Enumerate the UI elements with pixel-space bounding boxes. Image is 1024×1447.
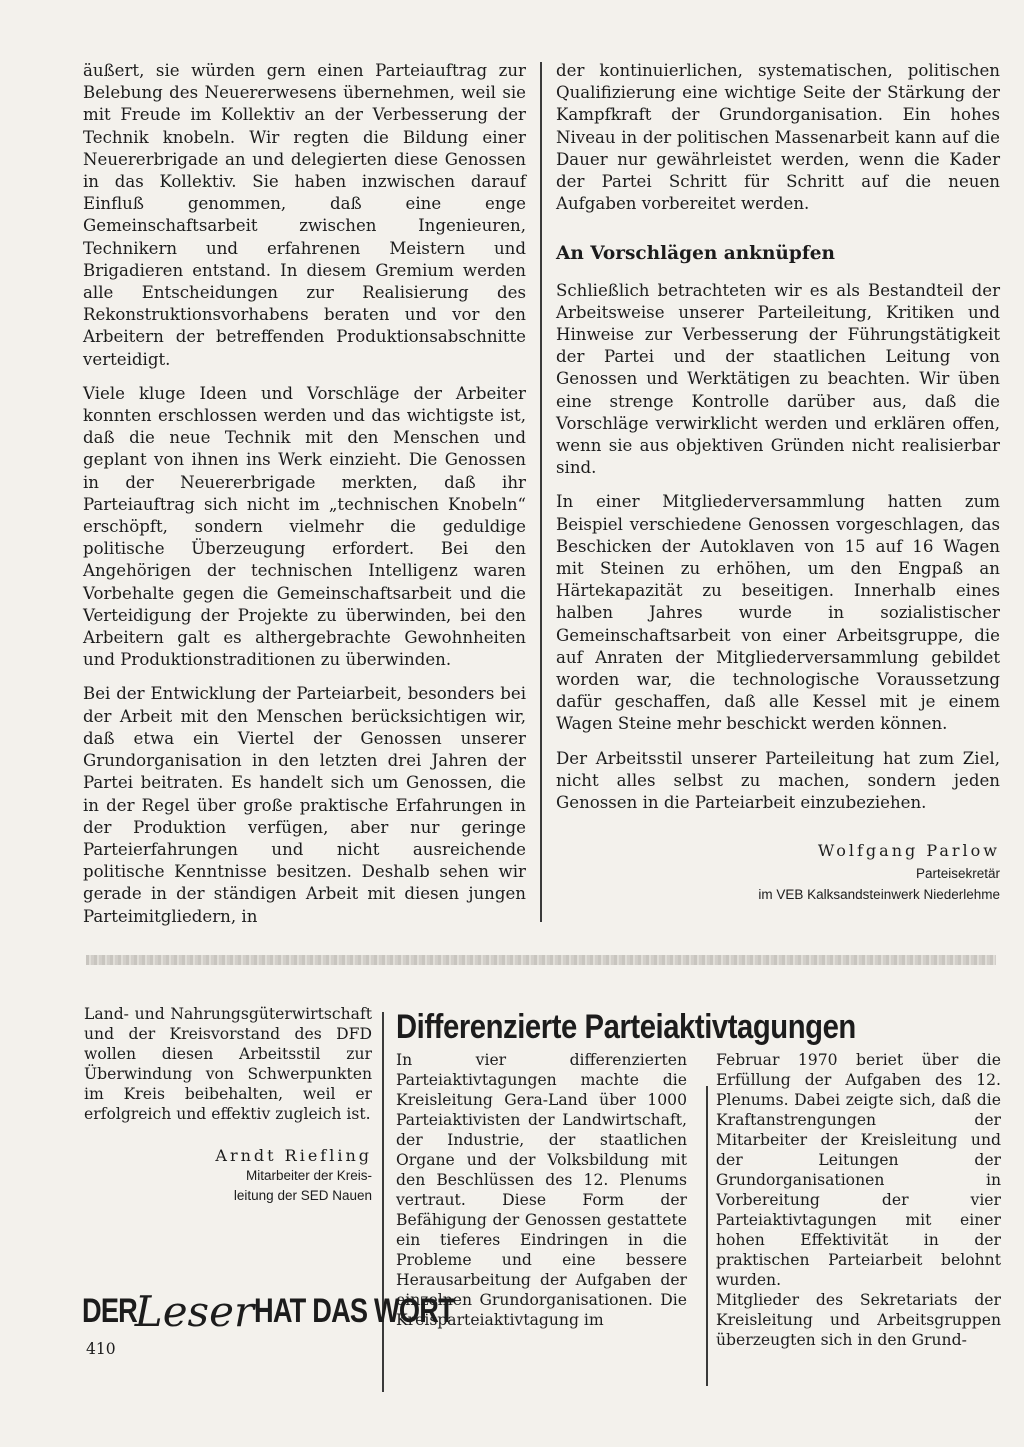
logo-script-leser: Leser [134, 1286, 255, 1336]
column-divider [540, 62, 542, 922]
section-subheading: An Vorschlägen anknüpfen [556, 243, 835, 265]
bottom-left-column [84, 1004, 372, 1206]
author-name: Wolfgang Parlow [817, 841, 1000, 861]
author-role: Mitarbeiter der Kreis- [245, 1168, 372, 1183]
paragraph: der kontinuierlichen, systematischen, politischen Qualifizierung eine wichtige Seite der Stärkung der Kampfkraft der Grundorganisation. Ein hohes Niveau in der politischen Massenarbeit kann auf die Dauer nur gewährleistet werden, wenn die Kader der Partei Schritt für Schritt auf die neuen Aufgaben vorbereitet werden. [556, 61, 1000, 214]
paragraph: In vier differenzierten Parteiaktivtagungen machte die Kreisleitung Gera-Land über 1000 Parteiaktivisten der Landwirtschaft, der Industrie, der staatlichen Organe und der Volksbildung mit den Beschlüssen des 12. Plenums vertraut. Diese Form der Befähigung der Genossen gestattete ein tieferes Eindringen in die Probleme und eine bessere Herausarbeitung der Aufgaben der einzelnen Grundorganisationen. Die Kreisparteiaktivtagung im [396, 1051, 687, 1329]
section-logo [82, 1286, 454, 1336]
page-number: 410 [86, 1340, 116, 1358]
paragraph: Land- und Nahrungsgüterwirtschaft und der Kreisvorstand des DFD wollen diesen Arbeitsstil zur Überwindung von Schwerpunkten im Kreis beibehalten, weil er erfolgreich und effektiv zugleich ist. [84, 1005, 372, 1123]
bottom-middle-column [396, 1050, 687, 1330]
article-headline: Differenzierte Parteiaktivtagungen [396, 1008, 856, 1046]
right-column [556, 60, 1000, 905]
paragraph: Bei der Entwicklung der Parteiarbeit, besonders bei der Arbeit mit den Menschen berücksichtigen wir, daß etwa ein Viertel der Genossen unserer Grundorganisation in den letzten drei Jahren der Partei beitraten. Es handelt sich um Genossen, die in der Regel über große praktische Erfahrungen in der Produktion verfügen, aber nur geringe Parteierfahrungen und nicht ausreichende politische Kenntnisse besitzen. Deshalb sehen wir gerade in der ständigen Arbeit mit diesen jungen Parteimitgliedern, in [83, 684, 526, 926]
paragraph: Schließlich betrachteten wir es als Bestandteil der Arbeitsweise unserer Parteileitung, Kritiken und Hinweise zur Verbesserung der Führungstätigkeit der Partei und der staatlichen Leitung von Genossen und Werktätigen zu beachten. Wir üben eine strenge Kontrolle darüber aus, daß die Vorschläge verwirklicht werden und erklären offen, wenn sie aus objektiven Gründen nicht realisierbar sind. [556, 280, 1000, 478]
author-name: Arndt Riefling [215, 1146, 372, 1165]
paragraph: Februar 1970 beriet über die Erfüllung der Aufgaben des 12. Plenums. Dabei zeigte sich, daß die Kraftanstrengungen der Mitarbeiter der Kreisleitung und der Leitungen der Grundorganisationen in Vorbereitung der vier Parteiaktivtagungen mit einer hohen Effektivität in der praktischen Parteiarbeit belohnt wurden. [716, 1051, 1001, 1289]
column-divider [706, 1086, 708, 1386]
section-separator [86, 955, 996, 965]
paragraph: äußert, sie würden gern einen Parteiauftrag zur Belebung des Neuererwesens übernehmen, weil sie mit Freude im Kollektiv an der Verbesserung der Technik knobeln. Wir regten die Bildung einer Neuererbrigade an und delegierten diese Genossen in das Kollektiv. Sie haben inzwischen darauf Einfluß genommen, daß eine enge Gemeinschaftsarbeit zwischen Ingenieuren, Technikern und erfahrenen Meistern und Brigadieren entstand. In diesem Gremium werden alle Entscheidungen zur Realisierung des Rekonstruktionsvorhabens beraten und vor den Arbeitern der betreffenden Produktionsabschnitte verteidigt. [83, 61, 526, 369]
author-affiliation: im VEB Kalksandsteinwerk Niederlehme [758, 886, 1000, 902]
paragraph: Der Arbeitsstil unserer Parteileitung hat zum Ziel, nicht alles selbst zu machen, sondern jeden Genossen in die Parteiarbeit einzubeziehen. [556, 748, 1000, 813]
paragraph: Mitglieder des Sekretariats der Kreisleitung und Arbeitsgruppen überzeugten sich in den Grund- [716, 1291, 1001, 1349]
paragraph: In einer Mitgliederversammlung hatten zum Beispiel verschiedene Genossen vorgeschlagen, das Beschicken der Autoklaven von 15 auf 16 Wagen mit Steinen zu erhöhen, um den Engpaß an Härtekapazität zu beseitigen. Innerhalb eines halben Jahres wurde in sozialistischer Gemeinschaftsarbeit von einer Arbeitsgruppe, die auf Anraten der Mitgliederversammlung gebildet worden war, die technologische Voraussetzung dafür geschaffen, daß alle Kessel mit je einem Wagen Steine mehr beschickt werden können. [556, 492, 1000, 734]
bottom-right-column [716, 1050, 1001, 1350]
paragraph: Viele kluge Ideen und Vorschläge der Arbeiter konnten erschlossen werden und das wichtigste ist, daß die neue Technik mit den Menschen und geplant von ihnen ins Werk einzieht. Die Genossen in der Neuererbrigade merkten, daß ihr Parteiauftrag sich nicht im „technischen Knobeln“ erschöpft, sondern vielmehr die geduldige politische Überzeugung erfordert. Bei den Angehörigen der technischen Intelligenz waren Vorbehalte gegen die Gemeinschaftsarbeit und die Verteidigung der Projekte zu überwinden, bei den Arbeitern galt es althergebrachte Gewohnheiten und Produktionstraditionen zu überwinden. [83, 383, 526, 670]
logo-text-hat-das-wort: HAT DAS WORT [254, 1291, 454, 1330]
author-affiliation: leitung der SED Nauen [233, 1188, 372, 1203]
left-column [83, 60, 526, 928]
logo-text-der: DER [82, 1291, 138, 1330]
column-divider [382, 1012, 384, 1392]
author-role: Parteisekretär [915, 865, 1000, 881]
